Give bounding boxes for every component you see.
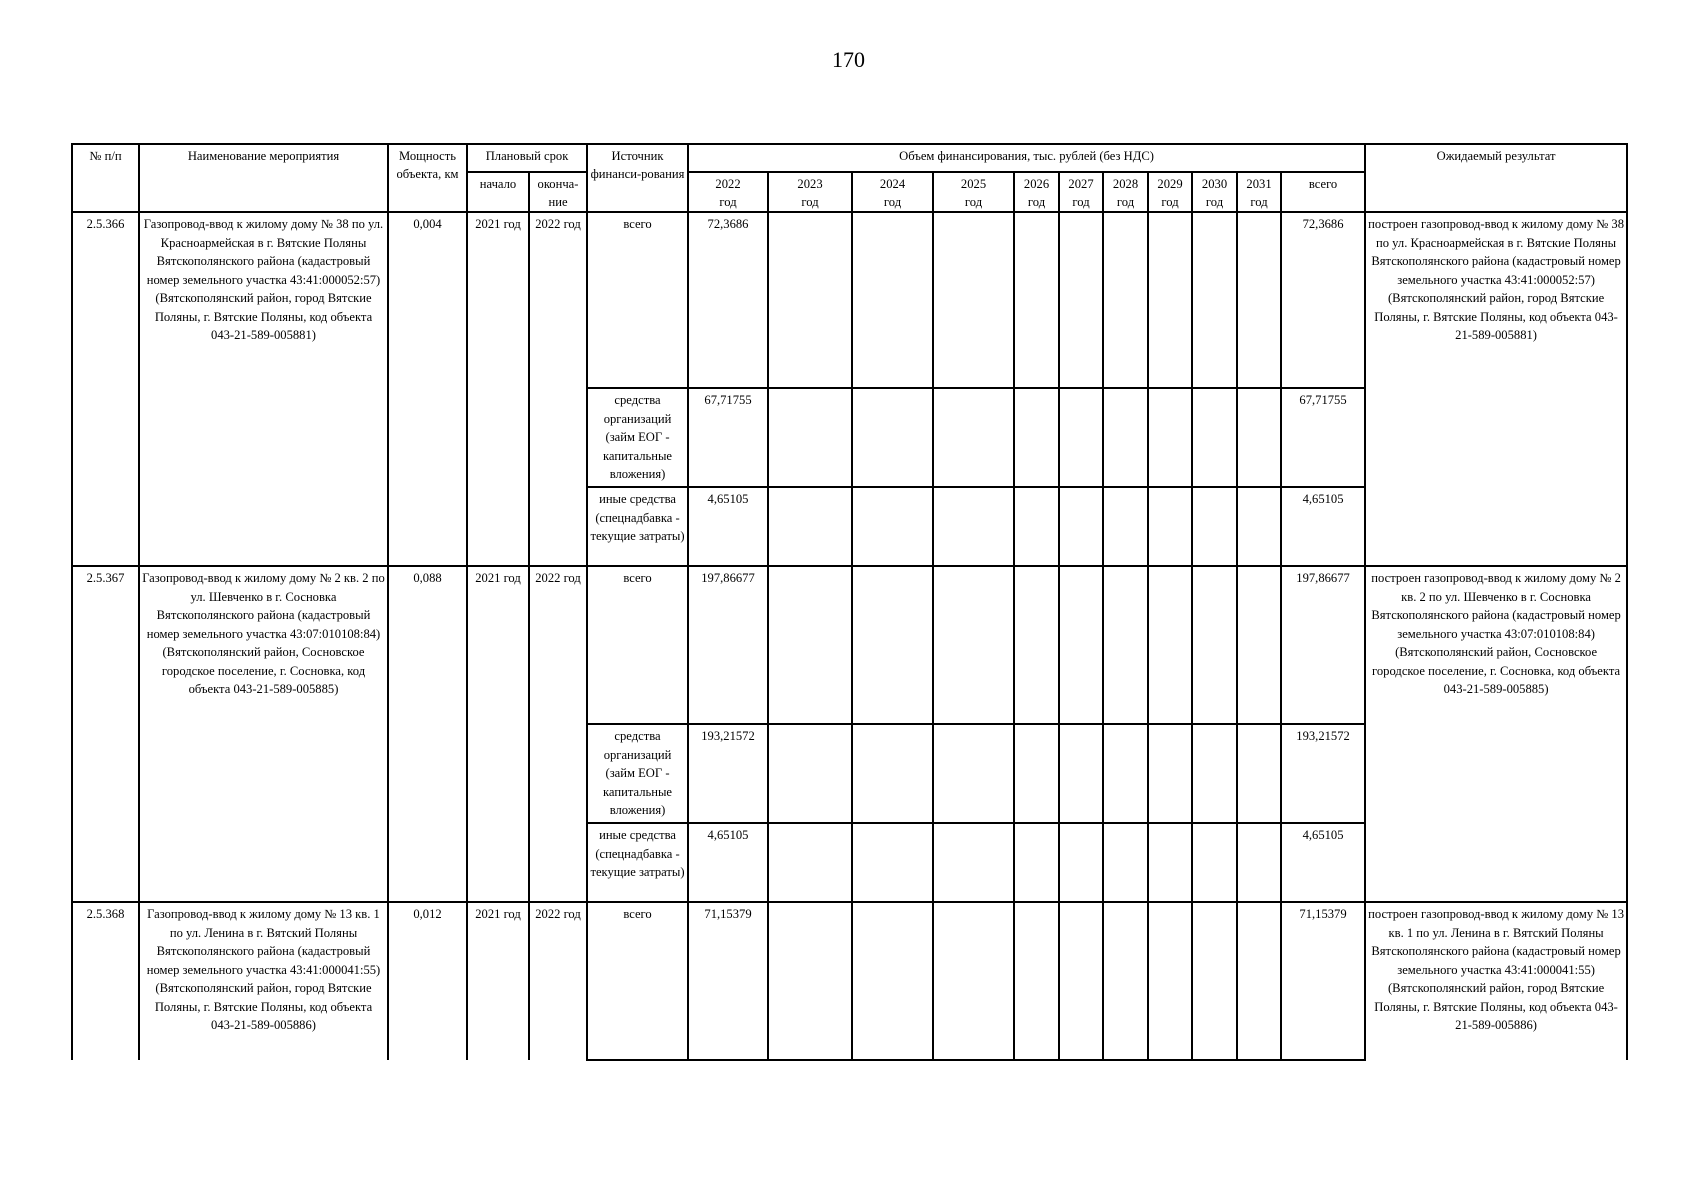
row-name: Газопровод-ввод к жилому дому № 13 кв. 1 по ул. Ленина в г. Вятский Поляны Вятскополянского района (кадастровый номер земельного участка 43:41:000041:55) (Вятскополянский район, город Вятские Поляны, г. Вятские Поляны, код объекта 043-21-589-005886) (139, 902, 388, 1060)
header-planned-term: Плановый срок (467, 144, 587, 172)
value-2024 (852, 902, 933, 1060)
value-2029 (1148, 487, 1192, 566)
value-2022: 71,15379 (688, 902, 768, 1060)
value-2022: 4,65105 (688, 823, 768, 902)
value-2023 (768, 902, 852, 1060)
value-2027 (1059, 388, 1103, 487)
value-2027 (1059, 724, 1103, 823)
value-2028 (1103, 212, 1148, 388)
value-2022: 4,65105 (688, 487, 768, 566)
value-2031 (1237, 212, 1281, 388)
financing-table (71, 143, 1628, 1061)
value-2022: 193,21572 (688, 724, 768, 823)
value-2029 (1148, 724, 1192, 823)
value-total: 71,15379 (1281, 902, 1365, 1060)
header-source: Источник финанси-рования (587, 144, 688, 212)
value-2027 (1059, 902, 1103, 1060)
row-end: 2022 год (529, 566, 587, 902)
value-2029 (1148, 823, 1192, 902)
value-2029 (1148, 388, 1192, 487)
header-year-2026: 2026 год (1014, 172, 1059, 212)
table-row (72, 902, 1627, 1060)
value-2023 (768, 487, 852, 566)
value-2022: 72,3686 (688, 212, 768, 388)
row-name: Газопровод-ввод к жилому дому № 38 по ул. Красноармейская в г. Вятские Поляны Вятскополянского района (кадастровый номер земельного участка 43:41:000052:57) (Вятскополянский район, город Вятские Поляны, г. Вятские Поляны, код объекта 043-21-589-005881) (139, 212, 388, 566)
value-2028 (1103, 902, 1148, 1060)
header-year-2031: 2031 год (1237, 172, 1281, 212)
header-year-2030: 2030 год (1192, 172, 1237, 212)
value-2025 (933, 902, 1014, 1060)
row-result: построен газопровод-ввод к жилому дому № 13 кв. 1 по ул. Ленина в г. Вятский Поляны Вятскополянского района (кадастровый номер земельного участка 43:41:000041:55) (Вятскополянский район, город Вятские Поляны, г. Вятские Поляны, код объекта 043-21-589-005886) (1365, 902, 1627, 1060)
source-label: средства организаций (займ ЕОГ - капитальные вложения) (587, 724, 688, 823)
value-2026 (1014, 487, 1059, 566)
row-end: 2022 год (529, 902, 587, 1060)
value-2029 (1148, 566, 1192, 724)
value-2024 (852, 823, 933, 902)
row-result: построен газопровод-ввод к жилому дому № 38 по ул. Красноармейская в г. Вятские Поляны Вятскополянского района (кадастровый номер земельного участка 43:41:000052:57) (Вятскополянский район, город Вятские Поляны, г. Вятские Поляны, код объекта 043-21-589-005881) (1365, 212, 1627, 566)
value-2026 (1014, 902, 1059, 1060)
row-result: построен газопровод-ввод к жилому дому № 2 кв. 2 по ул. Шевченко в г. Сосновка Вятскополянского района (кадастровый номер земельного участка 43:07:010108:84) (Вятскополянский район, Сосновское городское поселение, г. Сосновка, код объекта 043-21-589-005885) (1365, 566, 1627, 902)
value-total: 4,65105 (1281, 823, 1365, 902)
value-2027 (1059, 566, 1103, 724)
value-2023 (768, 388, 852, 487)
value-2030 (1192, 724, 1237, 823)
row-num: 2.5.367 (72, 566, 139, 902)
source-label: иные средства (спецнадбавка - текущие затраты) (587, 487, 688, 566)
value-2030 (1192, 487, 1237, 566)
value-2023 (768, 724, 852, 823)
value-2029 (1148, 902, 1192, 1060)
source-label: всего (587, 212, 688, 388)
table-header (72, 144, 1627, 212)
header-year-2023: 2023 год (768, 172, 852, 212)
header-year-2025: 2025 год (933, 172, 1014, 212)
page-number: 170 (832, 47, 865, 72)
source-label: средства организаций (займ ЕОГ - капитальные вложения) (587, 388, 688, 487)
value-2031 (1237, 388, 1281, 487)
header-year-2024: 2024 год (852, 172, 933, 212)
value-2026 (1014, 823, 1059, 902)
header-capacity: Мощность объекта, км (388, 144, 467, 212)
value-2025 (933, 724, 1014, 823)
value-2028 (1103, 388, 1148, 487)
row-capacity: 0,004 (388, 212, 467, 566)
value-2026 (1014, 724, 1059, 823)
value-2027 (1059, 823, 1103, 902)
value-2025 (933, 566, 1014, 724)
value-2028 (1103, 566, 1148, 724)
value-2031 (1237, 823, 1281, 902)
table-row (72, 566, 1627, 724)
value-total: 67,71755 (1281, 388, 1365, 487)
value-2024 (852, 724, 933, 823)
value-2023 (768, 823, 852, 902)
header-year-2022: 2022 год (688, 172, 768, 212)
value-2026 (1014, 388, 1059, 487)
value-2030 (1192, 823, 1237, 902)
header-start: начало (467, 172, 529, 212)
header-end: оконча-ние (529, 172, 587, 212)
header-financing: Объем финансирования, тыс. рублей (без НДС) (688, 144, 1365, 172)
value-total: 72,3686 (1281, 212, 1365, 388)
source-label: всего (587, 902, 688, 1060)
table-body (72, 212, 1627, 1060)
value-2026 (1014, 566, 1059, 724)
value-2030 (1192, 388, 1237, 487)
value-2027 (1059, 487, 1103, 566)
value-2025 (933, 388, 1014, 487)
value-2028 (1103, 823, 1148, 902)
value-2031 (1237, 902, 1281, 1060)
value-2022: 67,71755 (688, 388, 768, 487)
value-2023 (768, 212, 852, 388)
row-start: 2021 год (467, 212, 529, 566)
row-capacity: 0,088 (388, 566, 467, 902)
row-name: Газопровод-ввод к жилому дому № 2 кв. 2 по ул. Шевченко в г. Сосновка Вятскополянского района (кадастровый номер земельного участка 43:07:010108:84) (Вятскополянский район, Сосновское городское поселение, г. Сосновка, код объекта 043-21-589-005885) (139, 566, 388, 902)
value-total: 197,86677 (1281, 566, 1365, 724)
value-2031 (1237, 487, 1281, 566)
value-total: 193,21572 (1281, 724, 1365, 823)
value-2031 (1237, 724, 1281, 823)
value-2024 (852, 212, 933, 388)
value-2025 (933, 212, 1014, 388)
row-capacity: 0,012 (388, 902, 467, 1060)
header-name: Наименование мероприятия (139, 144, 388, 212)
row-start: 2021 год (467, 902, 529, 1060)
row-start: 2021 год (467, 566, 529, 902)
header-num: № п/п (72, 144, 139, 212)
value-2024 (852, 566, 933, 724)
header-total: всего (1281, 172, 1365, 212)
row-num: 2.5.368 (72, 902, 139, 1060)
value-2029 (1148, 212, 1192, 388)
value-total: 4,65105 (1281, 487, 1365, 566)
value-2024 (852, 487, 933, 566)
value-2028 (1103, 724, 1148, 823)
row-num: 2.5.366 (72, 212, 139, 566)
header-year-2027: 2027 год (1059, 172, 1103, 212)
table-row (72, 212, 1627, 388)
value-2030 (1192, 566, 1237, 724)
value-2023 (768, 566, 852, 724)
value-2031 (1237, 566, 1281, 724)
value-2030 (1192, 212, 1237, 388)
value-2024 (852, 388, 933, 487)
value-2025 (933, 487, 1014, 566)
value-2026 (1014, 212, 1059, 388)
source-label: иные средства (спецнадбавка - текущие затраты) (587, 823, 688, 902)
value-2025 (933, 823, 1014, 902)
value-2022: 197,86677 (688, 566, 768, 724)
source-label: всего (587, 566, 688, 724)
value-2028 (1103, 487, 1148, 566)
value-2030 (1192, 902, 1237, 1060)
header-year-2029: 2029 год (1148, 172, 1192, 212)
header-result: Ожидаемый результат (1365, 144, 1627, 212)
value-2027 (1059, 212, 1103, 388)
header-year-2028: 2028 год (1103, 172, 1148, 212)
row-end: 2022 год (529, 212, 587, 566)
